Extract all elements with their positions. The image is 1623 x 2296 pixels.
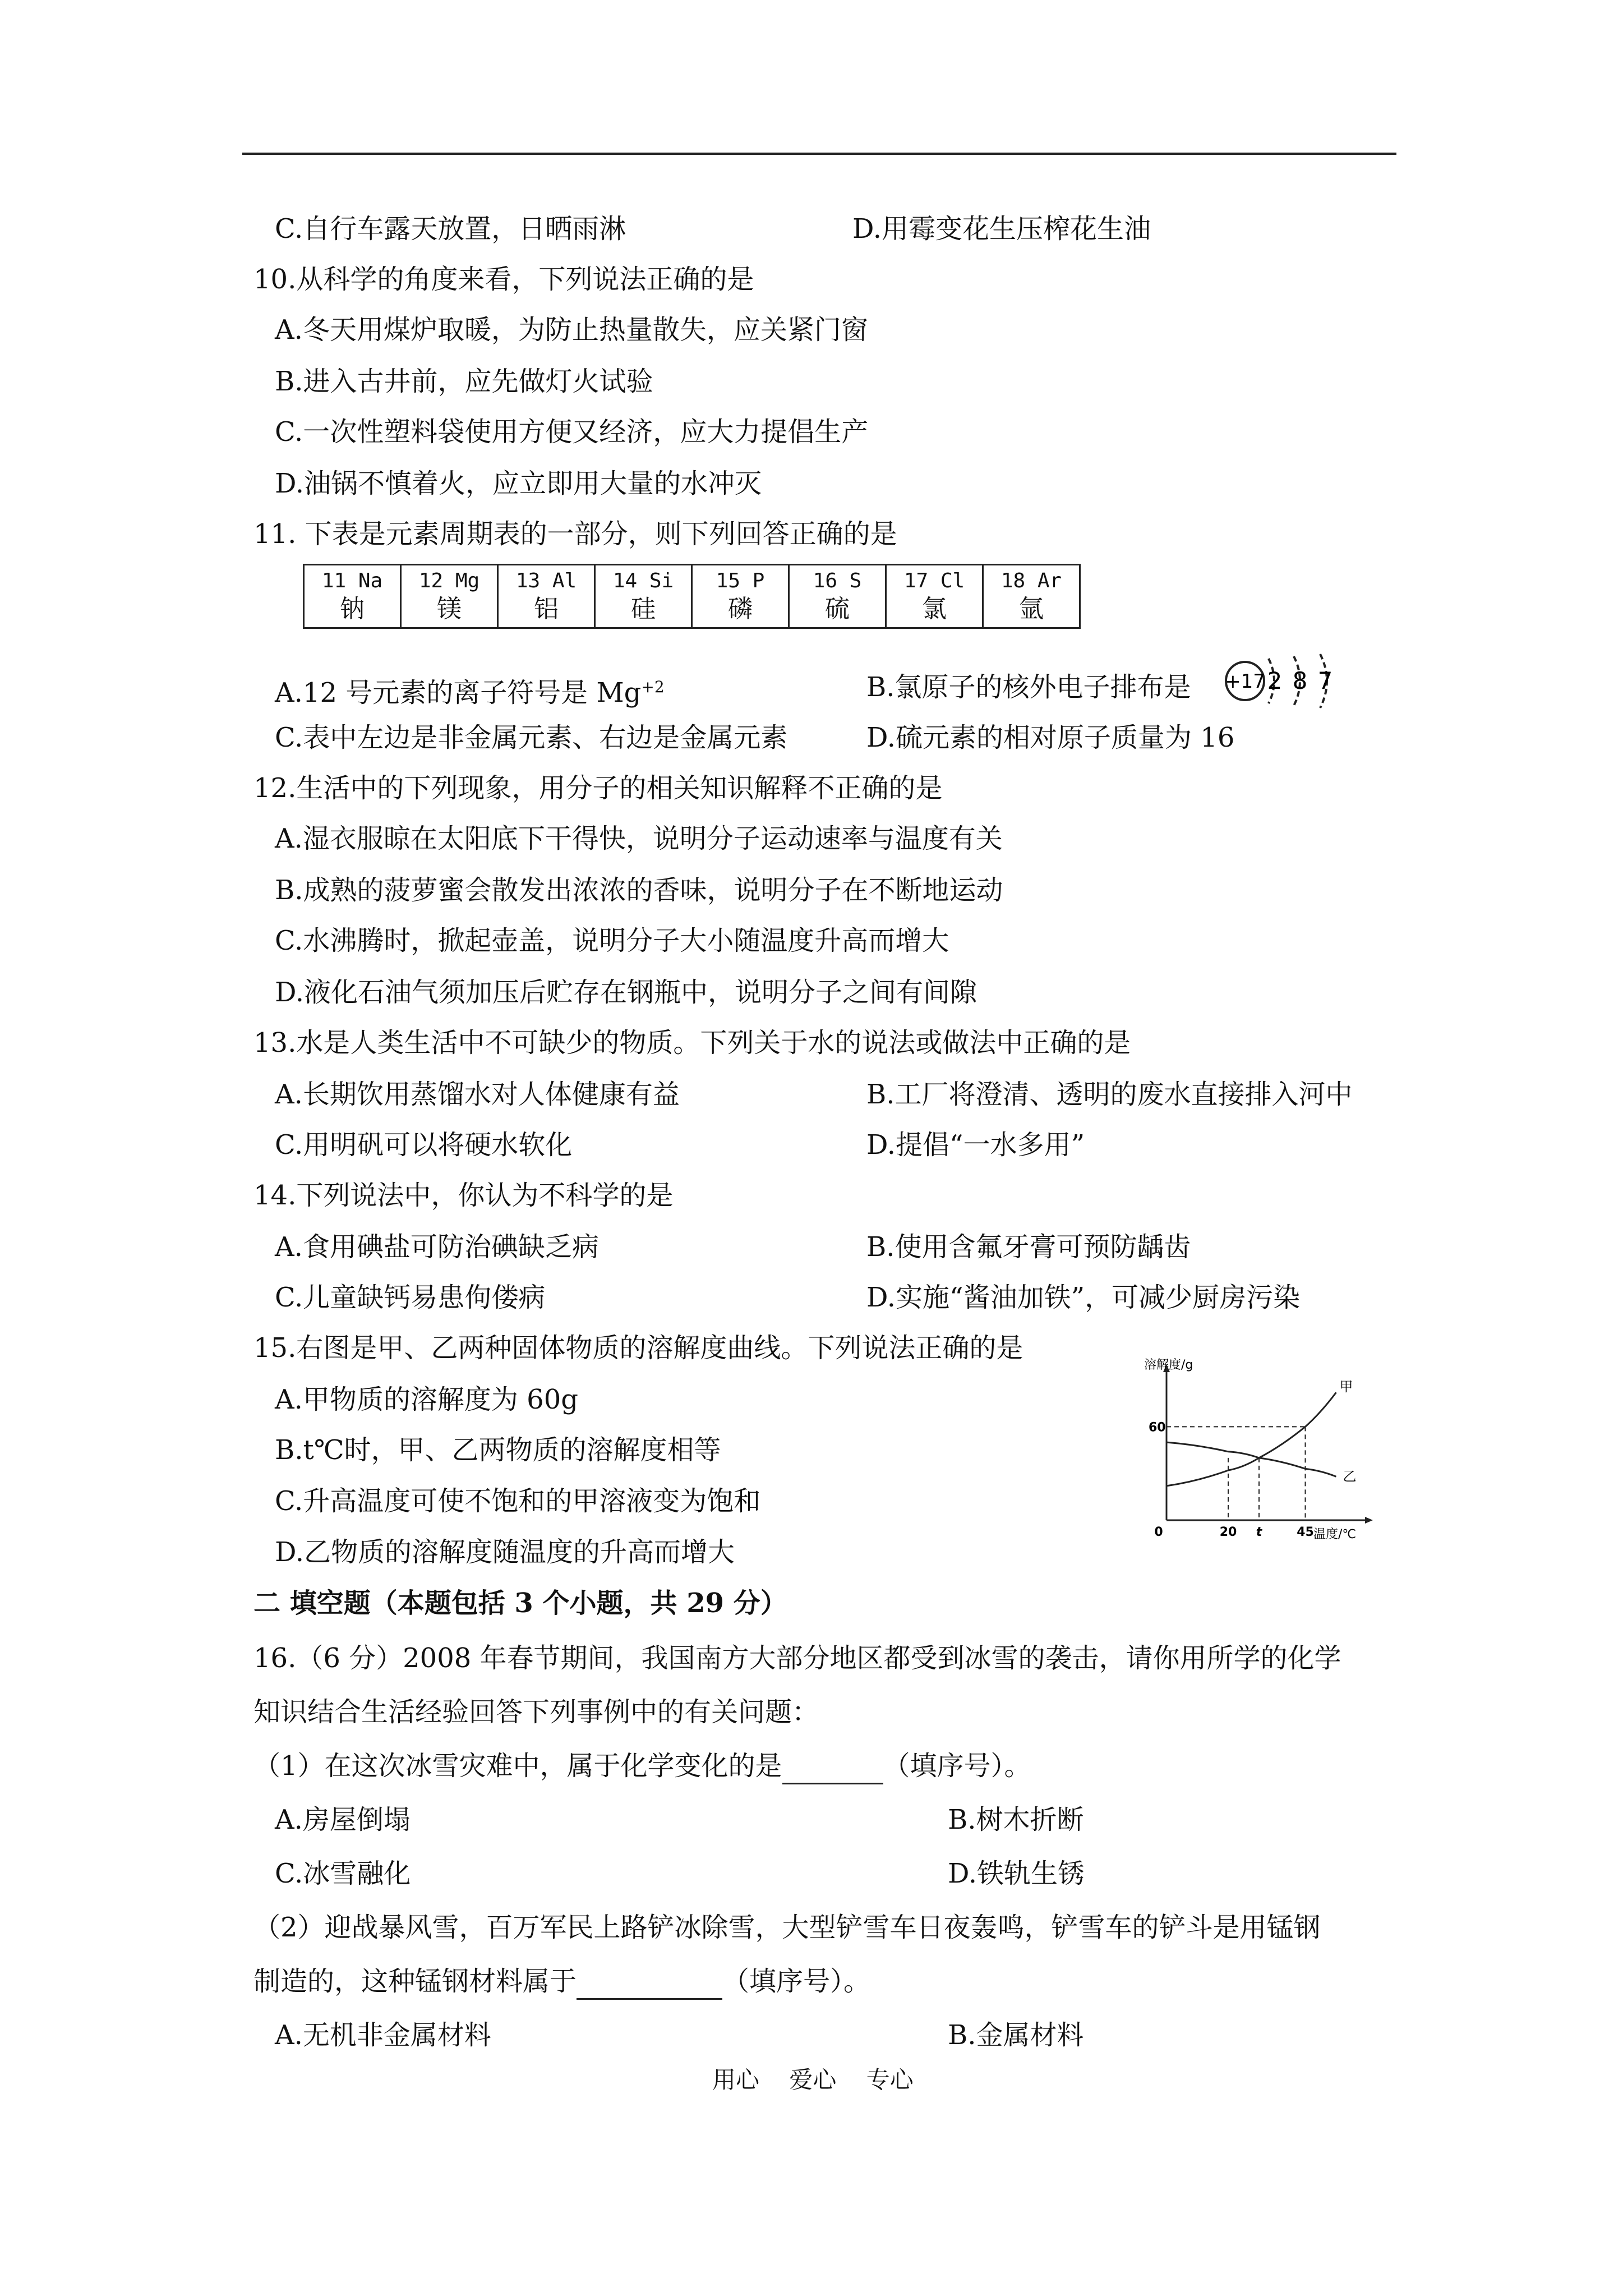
element-symbol: 15 P (716, 569, 765, 592)
x-tick-label: t (1256, 1525, 1262, 1539)
element-cell (498, 565, 595, 628)
q11-option-a (275, 670, 665, 710)
element-name: 氩 (1019, 595, 1044, 623)
x-tick-label: 45 (1297, 1525, 1314, 1539)
element-symbol: 13 Al (515, 569, 577, 592)
q12-option-b: B.成熟的菠萝蜜会散发出浓浓的香味，说明分子在不断地运动 (275, 875, 1003, 906)
q15-option-d: D.乙物质的溶解度随温度的升高而增大 (275, 1536, 735, 1568)
q12-option-a: A.湿衣服晾在太阳底下干得快，说明分子运动速率与温度有关 (275, 823, 1003, 854)
element-symbol: 16 S (813, 569, 862, 592)
q11-option-a-text: A.12 号元素的离子符号是 Mg (275, 677, 642, 708)
element-symbol: 17 Cl (903, 569, 965, 592)
q14-option-a: A.食用碘盐可防治碘缺乏病 (275, 1231, 599, 1263)
solubility-curve-chart (1144, 1358, 1391, 1543)
q13-option-c: C.用明矾可以将硬水软化 (275, 1129, 573, 1161)
q16-part-2-text: 制造的，这种锰钢材料属于 (253, 1966, 577, 1997)
ion-charge: +2 (641, 678, 665, 696)
element-name: 氯 (922, 595, 947, 623)
q14-option-d: D.实施“酱油加铁”，可减少厨房污染 (866, 1282, 1301, 1313)
q11-stem: 11. 下表是元素周期表的一部分，则下列回答正确的是 (253, 518, 897, 550)
element-symbol: 12 Mg (418, 569, 480, 592)
q11-option-b: B.氯原子的核外电子排布是 (866, 671, 1191, 703)
series-label-jia: 甲 (1339, 1379, 1353, 1395)
q16-part-1-option-c: C.冰雪融化 (275, 1858, 411, 1889)
y-axis-label: 溶解度/g (1144, 1358, 1193, 1372)
element-cell (789, 565, 886, 628)
series-curve-jia (1166, 1392, 1336, 1486)
q10-option-b: B.进入古井前，应先做灯火试验 (275, 366, 653, 397)
q14-stem: 14.下列说法中，你认为不科学的是 (253, 1180, 674, 1211)
q9-option-d: D.用霉变花生压榨花生油 (852, 213, 1151, 245)
page-footer: 用心 爱心 专心 (712, 2066, 914, 2093)
q16-part-2-line-2 (253, 1964, 870, 2000)
element-cell (401, 565, 498, 628)
shell-3-electrons: 7 (1317, 667, 1333, 694)
q16-part-1-option-b: B.树木折断 (948, 1804, 1084, 1835)
q15-option-b: B.t℃时，甲、乙两物质的溶解度相等 (275, 1434, 721, 1466)
q16-part-1 (253, 1749, 1031, 1784)
element-cell (886, 565, 983, 628)
q16-part-1-text: （1）在这次冰雪灾难中，属于化学变化的是 (253, 1750, 782, 1782)
x-axis-arrow (1365, 1517, 1373, 1524)
element-symbol: 14 Si (612, 569, 674, 592)
element-cell (692, 565, 789, 628)
q15-option-c: C.升高温度可使不饱和的甲溶液变为饱和 (275, 1485, 761, 1517)
chlorine-atom-structure-diagram (1217, 645, 1352, 718)
q16-part-1-hint: （填序号）。 (883, 1750, 1031, 1782)
atom-nucleus-charge: +17 (1225, 670, 1265, 693)
q11-option-c: C.表中左边是非金属元素、右边是金属元素 (275, 722, 788, 753)
q12-option-c: C.水沸腾时，掀起壶盖，说明分子大小随温度升高而增大 (275, 925, 949, 956)
shell-1-electrons: 2 (1267, 667, 1283, 694)
q11-option-d: D.硫元素的相对原子质量为 16 (866, 722, 1235, 753)
q13-stem: 13.水是人类生活中不可缺少的物质。下列关于水的说法或做法中正确的是 (253, 1027, 1131, 1059)
element-name: 磷 (728, 595, 753, 623)
element-cell (595, 565, 692, 628)
element-name: 硫 (825, 595, 850, 623)
element-name: 硅 (631, 595, 656, 623)
element-cell (304, 565, 401, 628)
q15-option-a: A.甲物质的溶解度为 60g (275, 1384, 578, 1415)
x-axis-label: 温度/℃ (1313, 1527, 1357, 1542)
q16-part-1-option-a: A.房屋倒塌 (275, 1804, 411, 1835)
periodic-table-fragment (303, 564, 1081, 629)
q9-option-c: C.自行车露天放置，日晒雨淋 (275, 213, 626, 245)
q16-stem-line-1: 16.（6 分）2008 年春节期间，我国南方大部分地区都受到冰雪的袭击，请你用所学的化学 (253, 1642, 1341, 1674)
x-tick-label: 20 (1219, 1525, 1237, 1539)
q13-option-d: D.提倡“一水多用” (866, 1129, 1085, 1161)
q15-stem: 15.右图是甲、乙两种固体物质的溶解度曲线。下列说法正确的是 (253, 1332, 1023, 1364)
q13-option-b: B.工厂将澄清、透明的废水直接排入河中 (866, 1079, 1353, 1110)
q16-stem-line-2: 知识结合生活经验回答下列事例中的有关问题： (253, 1696, 819, 1728)
element-symbol: 18 Ar (1000, 569, 1062, 592)
q13-option-a: A.长期饮用蒸馏水对人体健康有益 (275, 1079, 680, 1110)
element-name: 铝 (534, 595, 559, 623)
series-label-yi: 乙 (1343, 1469, 1357, 1485)
element-name: 镁 (437, 595, 462, 623)
element-name: 钠 (340, 595, 365, 623)
q16-part-2-hint: （填序号）。 (722, 1966, 871, 1997)
q14-option-c: C.儿童缺钙易患佝偻病 (275, 1282, 546, 1313)
q10-option-d: D.油锅不慎着火，应立即用大量的水冲灭 (275, 468, 762, 499)
q16-part-1-option-d: D.铁轨生锈 (948, 1858, 1085, 1889)
q16-part-2-option-b: B.金属材料 (948, 2019, 1084, 2051)
section-2-heading: 二 填空题（本题包括 3 个小题，共 29 分） (253, 1588, 787, 1619)
series-curve-yi (1166, 1442, 1336, 1476)
q10-option-c: C.一次性塑料袋使用方便又经济，应大力提倡生产 (275, 416, 869, 448)
q12-option-d: D.液化石油气须加压后贮存在钢瓶中，说明分子之间有间隙 (275, 977, 978, 1008)
y-tick-60: 60 (1149, 1420, 1166, 1435)
x-tick-label: 0 (1154, 1525, 1163, 1539)
q16-part-2-line-1: （2）迎战暴风雪，百万军民上路铲冰除雪，大型铲雪车日夜轰鸣，铲雪车的铲斗是用锰钢 (253, 1912, 1321, 1943)
q14-option-b: B.使用含氟牙膏可预防龋齿 (866, 1231, 1191, 1263)
element-symbol: 11 Na (321, 569, 383, 592)
q16-part-2-blank[interactable] (577, 1964, 722, 2000)
q10-option-a: A.冬天用煤炉取暖，为防止热量散失，应关紧门窗 (275, 314, 868, 346)
shell-2-electrons: 8 (1292, 667, 1308, 694)
q16-part-1-blank[interactable] (782, 1749, 883, 1784)
header-rule (242, 153, 1396, 155)
element-cell (983, 565, 1080, 628)
q10-stem: 10.从科学的角度来看，下列说法正确的是 (253, 264, 754, 295)
q12-stem: 12.生活中的下列现象，用分子的相关知识解释不正确的是 (253, 772, 943, 804)
q16-part-2-option-a: A.无机非金属材料 (275, 2019, 491, 2051)
